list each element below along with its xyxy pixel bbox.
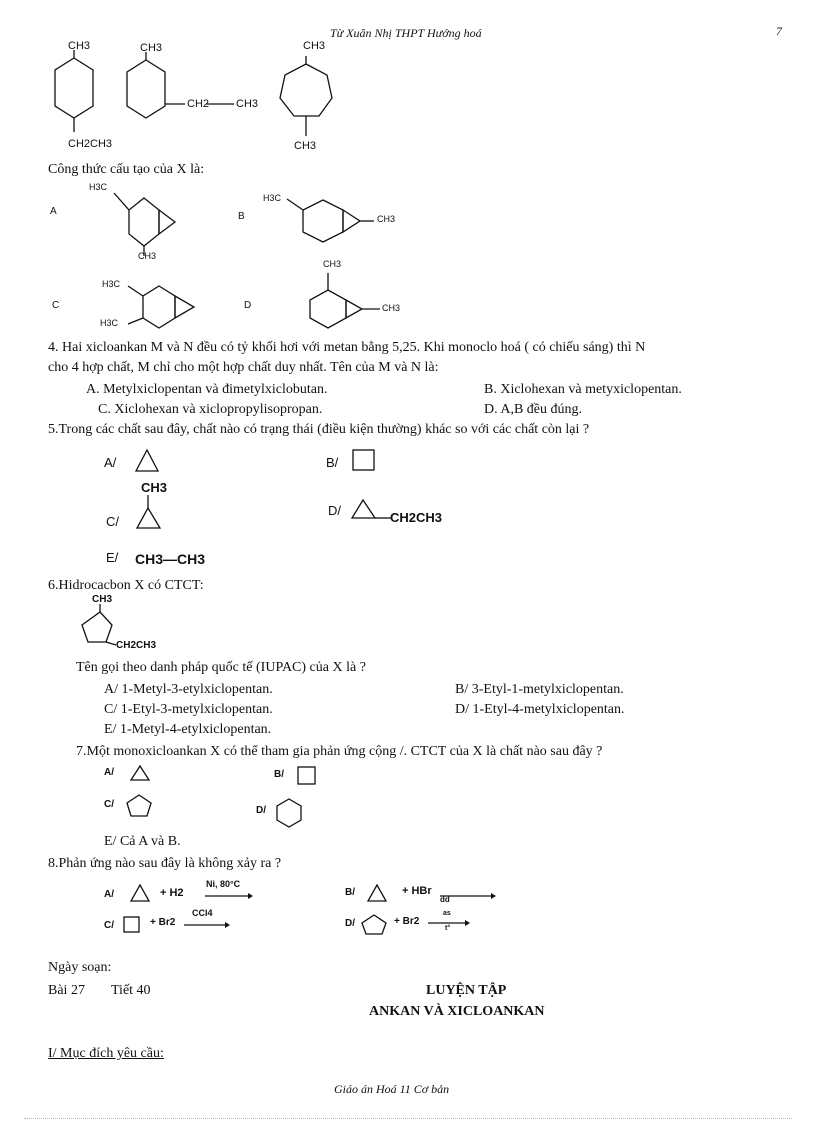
q-x-a-bottom: CH3 <box>138 251 157 261</box>
s2-side-a-label: CH2 <box>187 98 210 110</box>
q4-option-b: B. Xiclohexan và metyxiclopentan. <box>484 382 682 397</box>
q5-d-group: CH2CH3 <box>390 510 443 525</box>
q8-c-condition: CCl4 <box>192 908 213 918</box>
date-label: Ngày soạn: <box>48 960 112 975</box>
q7-label-c: C/ <box>104 799 114 810</box>
page-number: 7 <box>776 24 782 38</box>
q7-option-e: E/ Cả A và B. <box>104 834 181 849</box>
q-x-d-right: CH3 <box>382 303 401 313</box>
q-x-d-top: CH3 <box>323 259 342 269</box>
q8-prompt: 8.Phản ứng nào sau đây là không xảy ra ? <box>48 856 282 871</box>
q-x-label-c: C <box>52 300 60 311</box>
q-x-prompt: Công thức cấu tạo của X là: <box>48 162 205 177</box>
q5-label-d: D/ <box>328 503 341 518</box>
q4-option-a: A. Metylxiclopentan và đimetylxiclobutan. <box>86 382 328 397</box>
q-x-a-top: H3C <box>89 182 108 192</box>
page-header: Từ Xuân Nhị THPT Hướng hoá <box>330 26 482 40</box>
q5-cyclobutane-b <box>353 450 374 470</box>
q6-structure <box>82 604 116 645</box>
q5-cyclopropane-a <box>136 450 158 471</box>
lesson-number: Bài 27 <box>48 983 85 998</box>
q8-label-c: C/ <box>104 920 114 931</box>
q-x-b-left: H3C <box>263 193 282 203</box>
q6-option-a: A/ 1-Metyl-3-etylxiclopentan. <box>104 682 273 697</box>
q8-cyclobutane-c <box>124 917 139 932</box>
q7-label-d: D/ <box>256 805 266 816</box>
q6-option-e: E/ 1-Metyl-4-etylxiclopentan. <box>104 722 272 737</box>
q8-label-b: B/ <box>345 887 355 898</box>
q-x-c-bottom: H3C <box>100 318 119 328</box>
q7-label-b: B/ <box>274 769 284 780</box>
lesson-title: LUYỆN TẬP <box>426 983 507 998</box>
q8-cyclopropane-b <box>368 885 386 901</box>
q8-d-reagent: + Br2 <box>394 916 420 927</box>
q6-question: Tên gọi theo danh pháp quốc tế (IUPAC) của X là ? <box>76 660 366 675</box>
page-footer: Giáo án Hoá 11 Cơ bản <box>334 1082 450 1096</box>
lesson-subtitle: ANKAN VÀ XICLOANKAN <box>369 1004 545 1019</box>
s3-top-label: CH3 <box>303 40 326 52</box>
q6-side-group: CH2CH3 <box>116 640 157 651</box>
s1-top-label: CH3 <box>68 40 91 52</box>
structure-3 <box>280 56 332 136</box>
q5-label-c: C/ <box>106 514 119 529</box>
s2-side-b-label: CH3 <box>236 98 259 110</box>
option-d-structure <box>310 273 380 328</box>
page-divider <box>24 1118 792 1119</box>
q5-label-a: A/ <box>104 455 117 470</box>
q8-cyclopropane-a <box>131 885 149 901</box>
q8-b-condition: dd <box>440 895 450 904</box>
q-x-b-right: CH3 <box>377 214 396 224</box>
q8-label-d: D/ <box>345 918 355 929</box>
q8-c-reagent: + Br2 <box>150 917 176 928</box>
q5-label-e: E/ <box>106 550 119 565</box>
q7-cyclobutane-b <box>298 767 315 784</box>
q4-option-c: C. Xiclohexan và xiclopropylisopropan. <box>98 402 323 417</box>
option-c-structure <box>128 286 194 328</box>
q8-cyclopentane-d <box>362 915 386 934</box>
q8-d-condition-bottom: t° <box>445 925 451 932</box>
q5-label-b: B/ <box>326 455 339 470</box>
q8-label-a: A/ <box>104 889 114 900</box>
q8-a-condition: Ni, 80°C <box>206 879 241 889</box>
option-b-structure <box>287 199 374 242</box>
q6-top-group: CH3 <box>92 594 113 605</box>
q-x-c-top: H3C <box>102 279 121 289</box>
option-a-structure <box>114 193 175 256</box>
q8-b-reagent: + HBr <box>402 885 432 897</box>
period-number: Tiết 40 <box>111 983 151 998</box>
q8-a-reagent: + H2 <box>160 887 184 899</box>
q5-prompt: 5.Trong các chất sau đây, chất nào có trạng thái (điều kiện thường) khác so với các chất còn lại ? <box>48 422 590 437</box>
q6-prompt: 6.Hidrocacbon X có CTCT: <box>48 578 204 593</box>
structure-2 <box>127 52 234 118</box>
q8-d-condition-top: as <box>443 910 451 917</box>
q4-option-d: D. A,B đều đúng. <box>484 402 582 417</box>
q5-methylcyclopropane-c <box>137 495 160 528</box>
q6-option-c: C/ 1-Etyl-3-metylxiclopentan. <box>104 702 273 717</box>
section-heading: I/ Mục đích yêu cầu: <box>48 1046 164 1061</box>
q7-prompt: 7.Một monoxicloankan X có thể tham gia phản ứng cộng /. CTCT của X là chất nào sau đây ? <box>76 744 603 759</box>
q7-cyclohexane-d <box>277 799 301 827</box>
q4-line2: cho 4 hợp chất, M chỉ cho một hợp chất duy nhất. Tên của M và N là: <box>48 360 439 375</box>
q-x-label-b: B <box>238 211 245 222</box>
q6-option-d: D/ 1-Etyl-4-metylxiclopentan. <box>455 702 625 717</box>
q5-ethylcyclopropane-d <box>352 500 391 518</box>
structure-1 <box>55 50 93 132</box>
s2-top-label: CH3 <box>140 42 163 54</box>
q6-option-b: B/ 3-Etyl-1-metylxiclopentan. <box>455 682 624 697</box>
q5-c-group: CH3 <box>141 480 168 495</box>
s3-bottom-label: CH3 <box>294 140 317 152</box>
q7-cyclopentane-c <box>127 795 151 816</box>
q7-label-a: A/ <box>104 767 114 778</box>
q-x-label-a: A <box>50 206 57 217</box>
q-x-label-d: D <box>244 300 252 311</box>
s1-bottom-label: CH2CH3 <box>68 138 113 150</box>
q5-e-formula: CH3—CH3 <box>135 551 206 567</box>
q4-line1: 4. Hai xicloankan M và N đều có tỷ khối hơi với metan bằng 5,25. Khi monoclo hoá ( có chiếu sáng) thì N <box>48 340 646 355</box>
q7-cyclopropane-a <box>131 766 149 780</box>
